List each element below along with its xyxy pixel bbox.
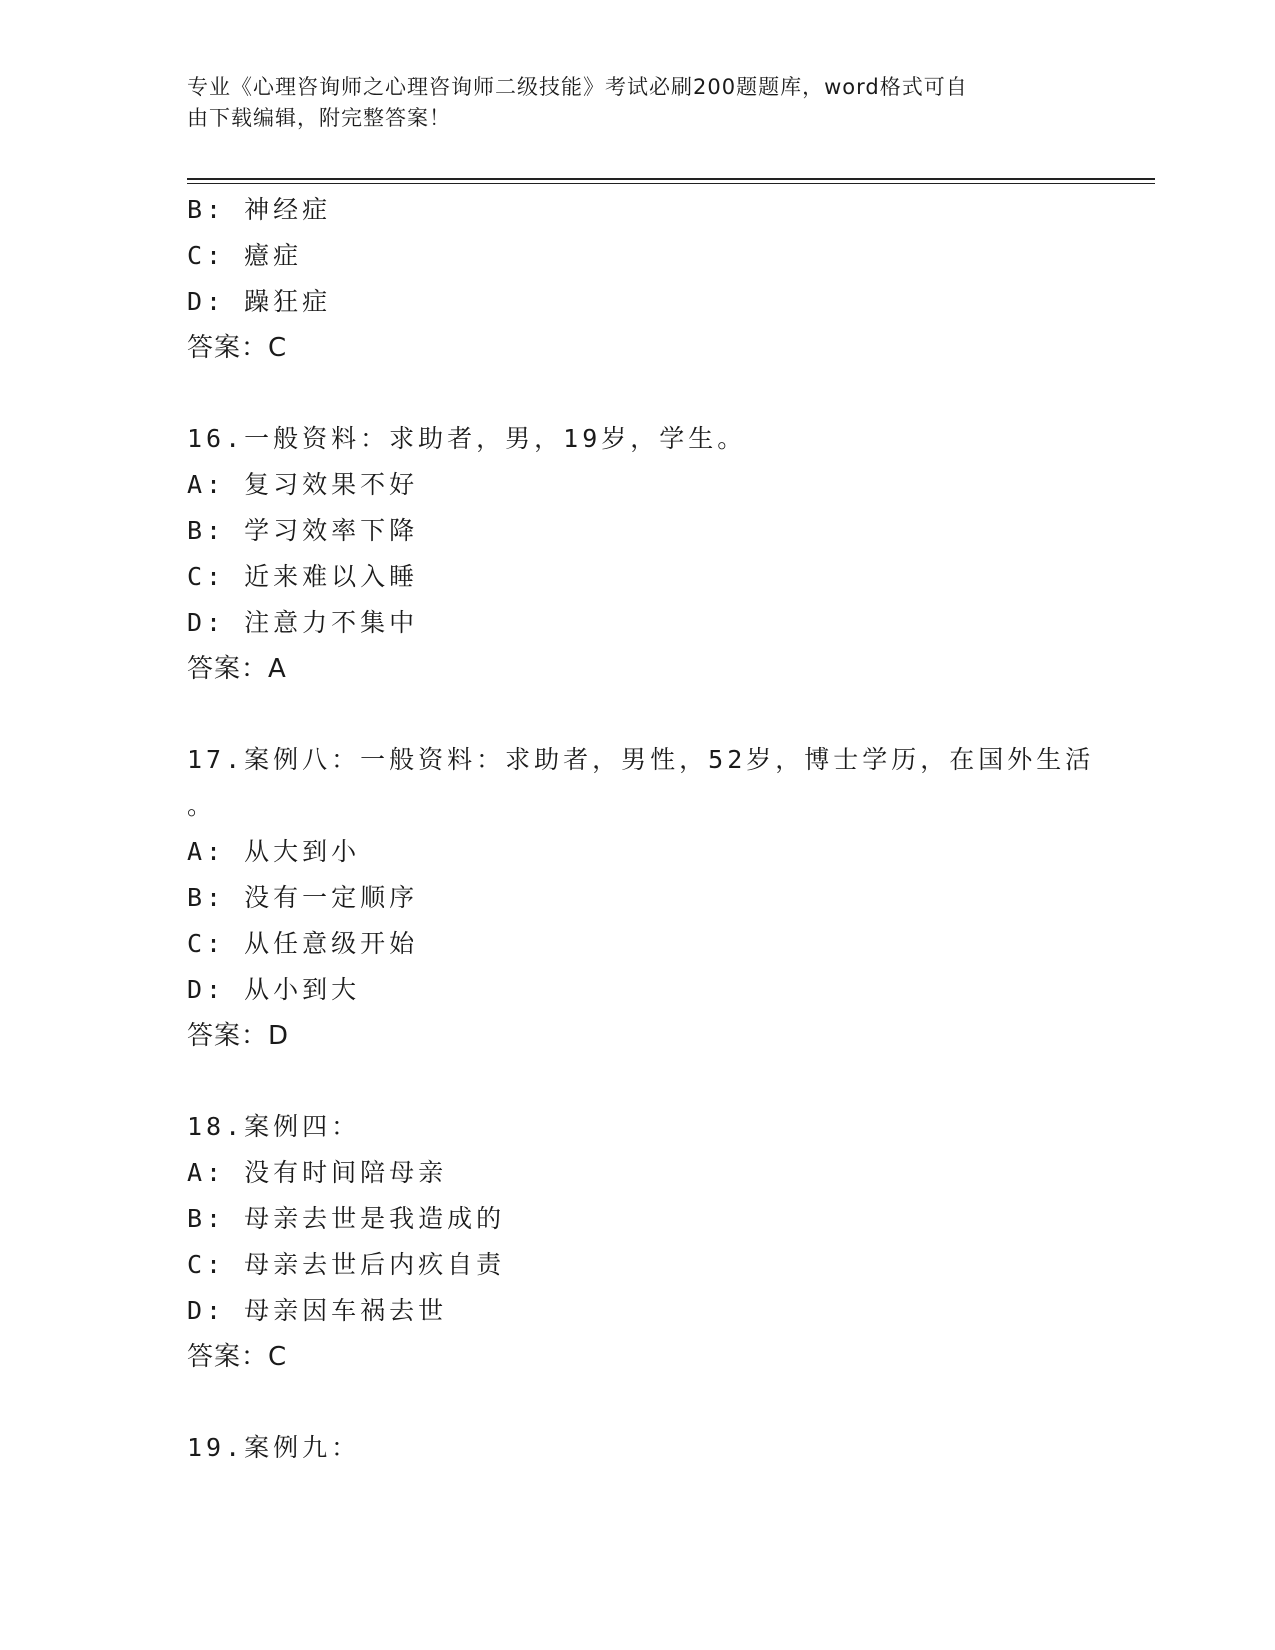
answer-line: 答案：C — [187, 1342, 288, 1372]
option-b: B: 学习效率下降 — [187, 516, 419, 545]
answer-line: 答案：D — [187, 1021, 290, 1051]
header-divider-thick — [187, 178, 1155, 180]
option-a: A: 从大到小 — [187, 837, 361, 866]
option-b: B: 母亲去世是我造成的 — [187, 1204, 506, 1233]
header-line-1: 专业《心理咨询师之心理咨询师二级技能》考试必刷200题题库，word格式可自 — [187, 75, 968, 99]
document-header — [187, 72, 1067, 134]
question-block-16 — [187, 416, 1087, 692]
answer-line: 答案：A — [187, 654, 287, 684]
option-a: A: 没有时间陪母亲 — [187, 1158, 448, 1187]
option-b: B: 神经症 — [187, 195, 332, 224]
question-stem: 18.案例四： — [187, 1112, 361, 1141]
header-line-2: 由下载编辑，附完整答案！ — [187, 106, 451, 130]
option-d: D: 从小到大 — [187, 975, 361, 1004]
option-d: D: 躁狂症 — [187, 287, 332, 316]
option-d: D: 注意力不集中 — [187, 608, 419, 637]
header-divider-thin — [187, 183, 1155, 184]
question-block-partial — [187, 187, 1087, 371]
option-b: B: 没有一定顺序 — [187, 883, 419, 912]
question-block-19 — [187, 1425, 1087, 1471]
option-c: C: 从任意级开始 — [187, 929, 419, 958]
answer-line: 答案：C — [187, 333, 288, 363]
option-a: A: 复习效果不好 — [187, 470, 419, 499]
option-c: C: 近来难以入睡 — [187, 562, 419, 591]
option-c: C: 癔症 — [187, 241, 303, 270]
question-block-18 — [187, 1104, 1087, 1380]
question-stem: 19.案例九： — [187, 1433, 361, 1462]
option-d: D: 母亲因车祸去世 — [187, 1296, 448, 1325]
question-stem-continuation: 。 — [187, 791, 217, 820]
option-c: C: 母亲去世后内疚自责 — [187, 1250, 506, 1279]
question-list — [187, 187, 1095, 1471]
question-stem: 17.案例八：一般资料：求助者，男性，52岁，博士学历，在国外生活 — [187, 745, 1095, 774]
question-stem: 16.一般资料：求助者，男，19岁，学生。 — [187, 424, 747, 453]
question-block-17 — [187, 737, 1095, 1059]
